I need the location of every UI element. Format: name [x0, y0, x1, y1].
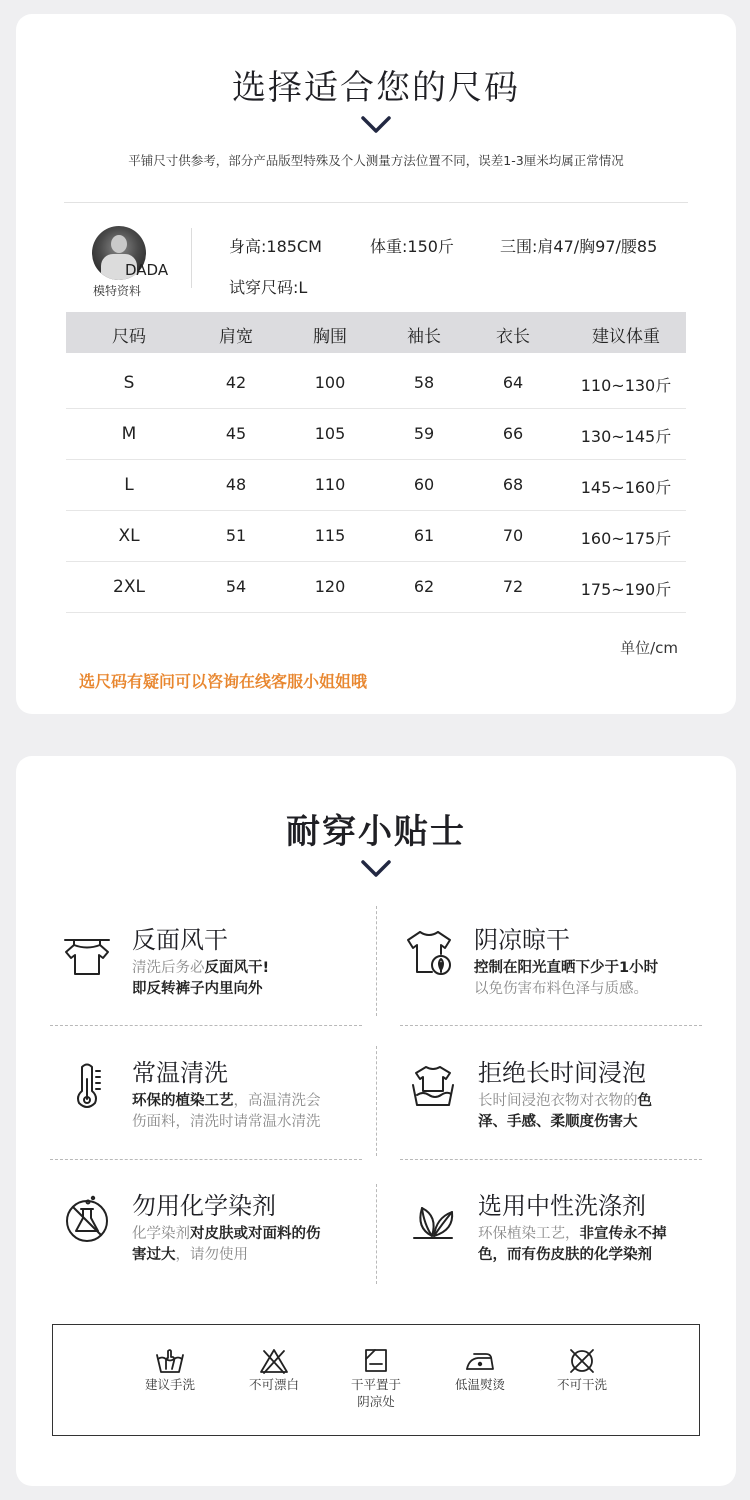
tip-title: 常温清洗 [132, 1059, 228, 1087]
size-table-header [66, 312, 686, 353]
cell-size: L [124, 475, 134, 495]
cell-size: M [121, 424, 137, 444]
tip-description: 环保的植染工艺，高温清洗会 伤面料，清洗时请常温水清洗 [132, 1093, 321, 1130]
cell-length: 72 [502, 577, 524, 596]
chevron-down-icon [360, 115, 392, 135]
table-row [66, 409, 686, 460]
table-row [66, 562, 686, 613]
cell-sleeve: 60 [413, 475, 435, 494]
care-dry-flat-shade [331, 1347, 421, 1410]
tip-dry-in-shade [404, 920, 724, 1020]
tip-title: 阴凉晾干 [474, 926, 570, 954]
size-disclaimer: 平铺尺寸供参考，部分产品版型特殊及个人测量方法位置不同，误差1-3厘米均属正常情况 [128, 153, 624, 168]
table-row [66, 460, 686, 511]
header-length: 衣长 [496, 327, 530, 347]
leaf-icon [408, 1194, 458, 1244]
soak-basin-icon [408, 1061, 458, 1111]
cell-length: 64 [502, 373, 524, 392]
tip-room-temp-wash [62, 1053, 382, 1153]
cell-chest: 120 [314, 577, 346, 596]
chevron-down-icon [360, 859, 392, 879]
cell-sleeve: 62 [413, 577, 435, 596]
shirt-hanger-icon [62, 928, 112, 978]
cell-weight: 130~145斤 [580, 427, 672, 446]
divider [64, 202, 688, 203]
care-label: 不可漂白 [248, 1377, 299, 1392]
care-no-dry-clean [537, 1347, 627, 1393]
care-label: 建议手洗 [144, 1377, 195, 1392]
table-row [66, 511, 686, 562]
divider [400, 1025, 702, 1026]
header-chest: 胸围 [313, 327, 347, 347]
header-shoulder: 肩宽 [219, 327, 253, 347]
no-bleach-icon [258, 1347, 290, 1375]
cell-chest: 110 [314, 475, 346, 494]
cell-shoulder: 51 [225, 526, 247, 545]
cell-weight: 110~130斤 [580, 376, 672, 395]
low-iron-icon [464, 1347, 496, 1375]
care-label: 低温熨烫 [454, 1377, 505, 1392]
cell-chest: 115 [314, 526, 346, 545]
header-sleeve: 袖长 [407, 327, 441, 347]
cell-shoulder: 54 [225, 577, 247, 596]
cell-length: 70 [502, 526, 524, 545]
tip-description: 环保植染工艺，非宣传永不掉 色，而有伤皮肤的化学染剂 [478, 1226, 667, 1263]
care-label: 不可干洗 [556, 1377, 607, 1392]
cell-shoulder: 42 [225, 373, 247, 392]
tip-description: 清洗后务必反面风干! 即反转裤子内里向外 [132, 960, 270, 997]
cell-shoulder: 48 [225, 475, 247, 494]
cell-length: 68 [502, 475, 524, 494]
customer-service-hint: 选尺码有疑问可以咨询在线客服小姐姐哦 [79, 672, 368, 691]
tip-title: 反面风干 [132, 926, 228, 954]
model-size-tried: 试穿尺码:L [229, 278, 308, 297]
tip-no-chemical-dye [62, 1186, 382, 1286]
header-size: 尺码 [112, 327, 146, 347]
care-low-iron [435, 1347, 525, 1393]
table-row [66, 358, 686, 409]
cell-size: S [123, 373, 135, 393]
size-section-title: 选择适合您的尺码 [232, 68, 520, 108]
model-caption: 模特资料 [93, 284, 142, 298]
tip-dry-inside-out [62, 920, 382, 1020]
divider [50, 1025, 362, 1026]
cell-sleeve: 58 [413, 373, 435, 392]
tip-title: 拒绝长时间浸泡 [478, 1059, 646, 1087]
cell-weight: 175~190斤 [580, 580, 672, 599]
model-weight: 体重:150斤 [370, 237, 454, 256]
care-label: 阴凉处 [357, 1394, 395, 1409]
cell-size: 2XL [113, 577, 145, 597]
size-chart-card [16, 14, 736, 714]
cell-chest: 100 [314, 373, 346, 392]
divider [191, 228, 192, 288]
care-tips-card [16, 756, 736, 1486]
tip-description: 控制在阳光直晒下少于1小时 以免伤害布料色泽与质感。 [474, 960, 659, 997]
tip-description: 化学染剂对皮肤或对面料的伤 害过大，请勿使用 [132, 1226, 321, 1263]
care-no-bleach [229, 1347, 319, 1393]
tip-title: 选用中性洗涤剂 [478, 1192, 646, 1220]
cell-shoulder: 45 [225, 424, 247, 443]
cell-chest: 105 [314, 424, 346, 443]
cell-weight: 160~175斤 [580, 529, 672, 548]
cell-length: 66 [502, 424, 524, 443]
model-measurements: 三围:肩47/胸97/腰85 [500, 237, 658, 256]
divider [50, 1159, 362, 1160]
thermometer-icon [62, 1061, 112, 1111]
cell-sleeve: 59 [413, 424, 435, 443]
care-symbols-box [52, 1324, 700, 1436]
tip-no-long-soak [408, 1053, 728, 1153]
cell-sleeve: 61 [413, 526, 435, 545]
dry-flat-shade-icon [360, 1347, 392, 1375]
no-dry-clean-icon [566, 1347, 598, 1375]
tip-title: 勿用化学染剂 [132, 1192, 276, 1220]
tips-section-title: 耐穿小贴士 [286, 812, 466, 852]
care-label: 干平置于 [350, 1377, 401, 1392]
model-name: DADA [125, 261, 169, 279]
shirt-sun-icon [404, 928, 454, 978]
cell-weight: 145~160斤 [580, 478, 672, 497]
tip-neutral-detergent [408, 1186, 728, 1286]
care-hand-wash [125, 1347, 215, 1393]
model-height: 身高:185CM [229, 237, 322, 256]
tip-description: 长时间浸泡衣物对衣物的色 泽、手感、柔顺度伤害大 [478, 1093, 652, 1130]
unit-label: 单位/cm [620, 639, 678, 657]
hand-wash-icon [154, 1347, 186, 1375]
divider [400, 1159, 702, 1160]
header-weight: 建议体重 [592, 327, 660, 347]
cell-size: XL [118, 526, 140, 546]
no-chemical-icon [62, 1194, 112, 1244]
